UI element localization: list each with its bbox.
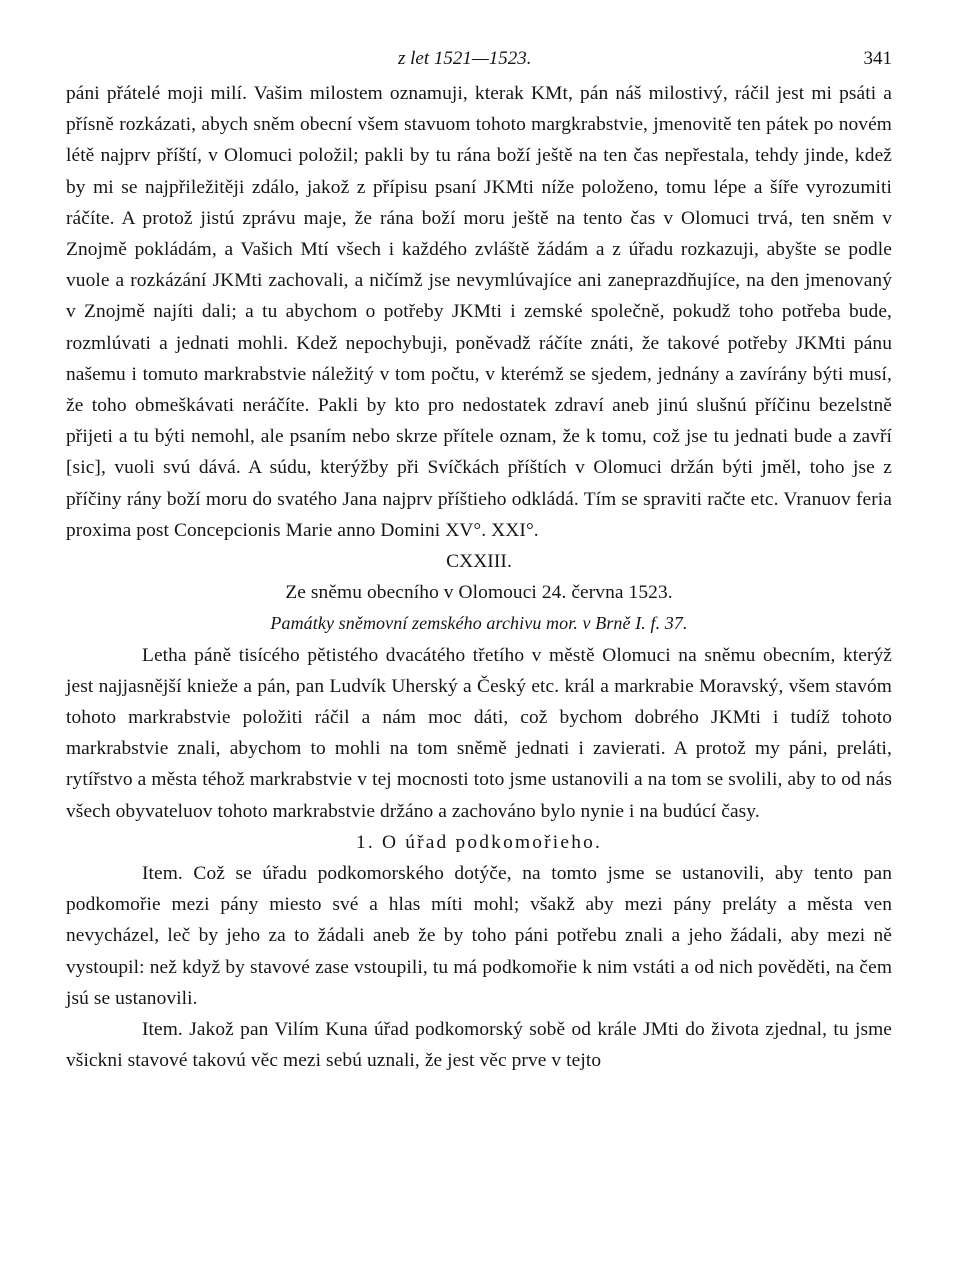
document-source: Památky sněmovní zemského archivu mor. v Brně I. f. 37.: [270, 613, 688, 634]
document-heading: Ze sněmu obecního v Olomouci 24. června 1523.: [285, 582, 673, 604]
running-head: [66, 42, 892, 78]
paragraph-letter-continuation: páni přátelé moji milí. Vašim milostem oznamuji, kterak KMt, pán náš milostivý, ráčil jest mi psáti a přísně rozkázati, abych sněm obecní všem stavuom tohoto margkrabstvie, jmenovitě ten pátek po novém létě najprv příští, v Olomuci položil; pakli by tu rána boží ještě na ten čas nepřestala, tehdy jinde, kdež by mi se najpřiležitěji zdálo, jakož z přípisu psaní JKMti níže položeno, tomu lépe a šíře vyrozumiti ráčíte. A protož jistú zprávu maje, že rána boží moru ještě na tento čas v Olomuci trvá, ten sněm v Znojmě pokládám, a Vašich Mtí všech i každého zvláště žádám a z úřadu rozkazuji, abyšte se podle vuole a rozkázání JKMti zachovali, a ničímž jse nevymlúvajíce ani zaneprazdňujíce, na den jmenovaný v Znojmě najíti dali; a tu abychom o potřeby JKMti i zemské společně, pokudž toho potřeba bude, rozmlúvati a jednati mohli. Kdež nepochybuji, poněvadž ráčíte znáti, že takové potřeby JKMti pánu našemu i tomuto markrabstvie náležitý v tom počtu, v kterémž se sjedem, jednány a zavírány býti musí, že toho obmeškávati neráčíte. Pakli by kto pro nedostatek zdraví aneb jinú slušnú příčinu bezelstně přijeti a tu býti nemohl, ale psaním nebo skrze přítele oznam, že k tomu, což jse tu jednati bude a zavří [sic], vuoli svú dává. A súdu, kterýžby při Svíčkách příštích v Olomuci držán býti jměl, toho jse z příčiny rány boží moru do svatého Jana najprv příštieho odkládá. Tím se spraviti račte etc. Vranuov feria proxima post Concepcionis Marie anno Domini XV°. XXI°.: [66, 83, 892, 541]
page-body: [66, 78, 892, 1077]
paragraph-item-1: Item. Což se úřadu podkomorského dotýče, na tomto jsme se ustanovili, aby tento pan podkomořie mezi pány miesto své a hlas míti mohl; všakž aby mezi pány preláty a města ven nevycházel, leč by jeho za to žádali aneb že by toho páni potřebu znali a jeho žádali, aby mezi ně vystoupil: než když by stavové zase vstoupili, tu má podkomořie k nim vstáti a od nich pověděti, na čem jsú se ustanovili.: [66, 863, 892, 1009]
book-page: [66, 42, 892, 1077]
page-number: 341: [863, 48, 892, 69]
paragraph-preamble: Letha páně tisícého pětistého dvacátého třetího v městě Olomuci na sněmu obecním, kterýž jest najjasnější knieže a pán, pan Ludvík Uherský a Český etc. král a markrabie Moravský, všem stavóm tohoto markrabstvie položiti ráčil a nám moc dáti, což bychom dobrého JKMti i tudíž tohoto markrabstvie znali, abychom to mohli na tom sněmě jednati i zavierati. A protož my páni, preláti, rytířstvo a města téhož markrabstvie v tej mocnosti toto jsme ustanovili a na tom se svolili, aby to od nás všech obyvateluov tohoto markrabstvie držáno a zachováno bylo nynie i na budúcí časy.: [66, 644, 892, 822]
running-head-title: z let 1521—1523.: [398, 48, 532, 69]
paragraph-item-2: Item. Jakož pan Vilím Kuna úřad podkomorský sobě od krále JMti do života zjednal, tu jsme všickni stavové takovú věc mezi sebú uznali, že jest věc prve v tejto: [66, 1019, 892, 1072]
section-heading: 1. O úřad podkomořieho.: [355, 831, 603, 853]
document-number: CXXIII.: [446, 551, 512, 573]
